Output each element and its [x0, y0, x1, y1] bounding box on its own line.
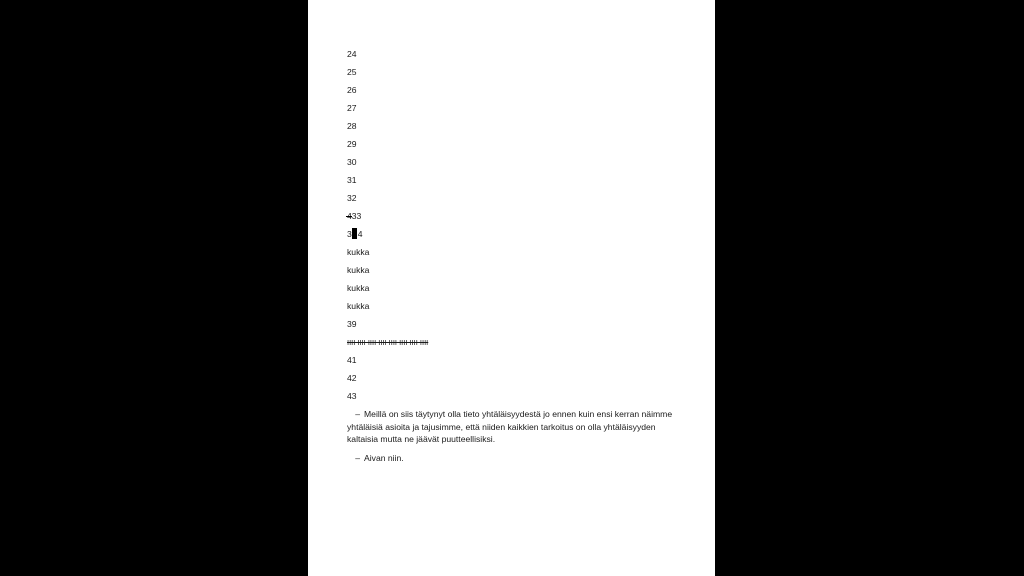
- line-29: 29: [347, 139, 357, 149]
- line-32: 32: [347, 193, 357, 203]
- line-39: 39: [347, 319, 357, 329]
- dialogue-dash: –: [355, 409, 360, 419]
- kukka-line: kukka: [347, 301, 370, 311]
- line-31: 31: [347, 175, 357, 185]
- line-26: 26: [347, 85, 357, 95]
- line-33-text: 33: [351, 211, 362, 221]
- line-33: [347, 209, 677, 227]
- document-page: [308, 0, 715, 576]
- line-41: 41: [347, 355, 357, 365]
- line-27: 27: [347, 103, 357, 113]
- kukka-line: kukka: [347, 283, 370, 293]
- line-34-after: 4: [357, 229, 363, 239]
- document-body[interactable]: [347, 47, 677, 464]
- line-28: 28: [347, 121, 357, 131]
- strike-mark: [346, 216, 352, 217]
- line-42: 42: [347, 373, 357, 383]
- tally-marks: IIII IIII IIII IIII IIII IIII IIII IIII: [347, 338, 429, 347]
- line-43: 43: [347, 391, 357, 401]
- kukka-line: kukka: [347, 265, 370, 275]
- dialogue-text: Aivan niin.: [364, 452, 404, 463]
- line-25: 25: [347, 67, 357, 77]
- text-cursor: [352, 228, 357, 239]
- struck-character: [347, 209, 352, 224]
- tally-marks-line: [347, 335, 677, 353]
- dialogue-paragraph-2: [347, 452, 677, 465]
- line-34: [347, 227, 677, 245]
- line-24: 24: [347, 49, 357, 59]
- dialogue-dash: –: [355, 452, 360, 463]
- dialogue-text: Meillä on siis täytynyt olla tieto yhtäläisyydestä jo ennen kuin ensi kerran näimme yhtäläisiä asioita ja tajusimme, että niiden kaikkien tarkoitus on olla yhtäläisyyden kaltaisia mutta ne jäävät puutteellisiksi.: [347, 409, 673, 444]
- dialogue-paragraph-1: [347, 408, 677, 446]
- kukka-line: kukka: [347, 247, 370, 257]
- line-34-before: 3: [347, 229, 352, 239]
- line-30: 30: [347, 157, 357, 167]
